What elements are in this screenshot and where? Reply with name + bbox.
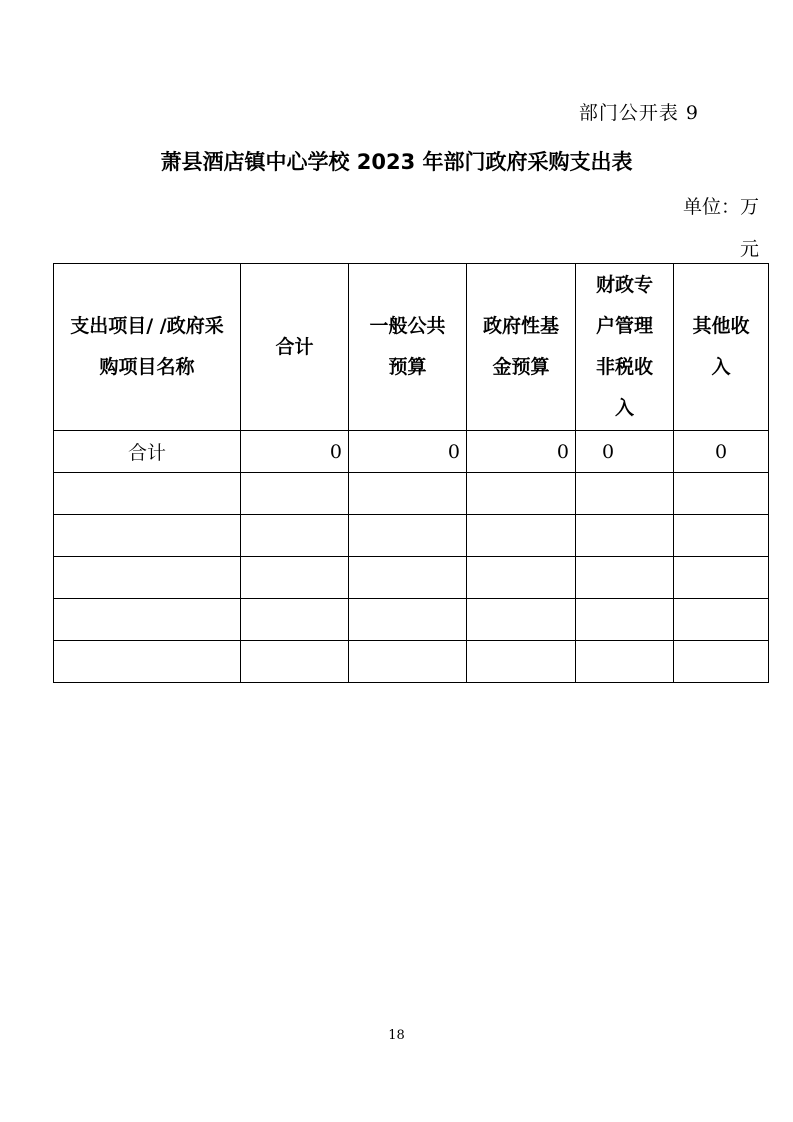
unit-label: 单位：万元 — [682, 196, 759, 260]
document-title: 萧县酒店镇中心学校 2023 年部门政府采购支出表 — [160, 150, 633, 174]
cell-fund-budget: 0 — [467, 431, 576, 473]
table-row-empty — [54, 557, 769, 599]
cell-total: 0 — [241, 431, 349, 473]
header-item-name: 支出项目/ /政府采购项目名称 — [54, 264, 241, 431]
table-row-empty — [54, 599, 769, 641]
header-general-budget: 一般公共预算 — [349, 264, 467, 431]
header-other-income: 其他收入 — [674, 264, 769, 431]
cell-general-budget: 0 — [349, 431, 467, 473]
cell-other-income: 0 — [674, 431, 769, 473]
table-row-total — [54, 431, 769, 473]
table-header-row — [54, 264, 769, 431]
header-fund-budget: 政府性基金预算 — [467, 264, 576, 431]
cell-special-account: 0 — [576, 431, 674, 473]
table-row-empty — [54, 641, 769, 683]
header-special-account: 财政专户管理非税收入 — [576, 264, 674, 431]
page-number: 18 — [388, 1028, 405, 1043]
row-label: 合计 — [54, 431, 241, 473]
header-total: 合计 — [241, 264, 349, 431]
table-code-label: 部门公开表 9 — [578, 102, 699, 124]
table-row-empty — [54, 515, 769, 557]
procurement-expenditure-table — [53, 263, 769, 683]
table-row-empty — [54, 473, 769, 515]
